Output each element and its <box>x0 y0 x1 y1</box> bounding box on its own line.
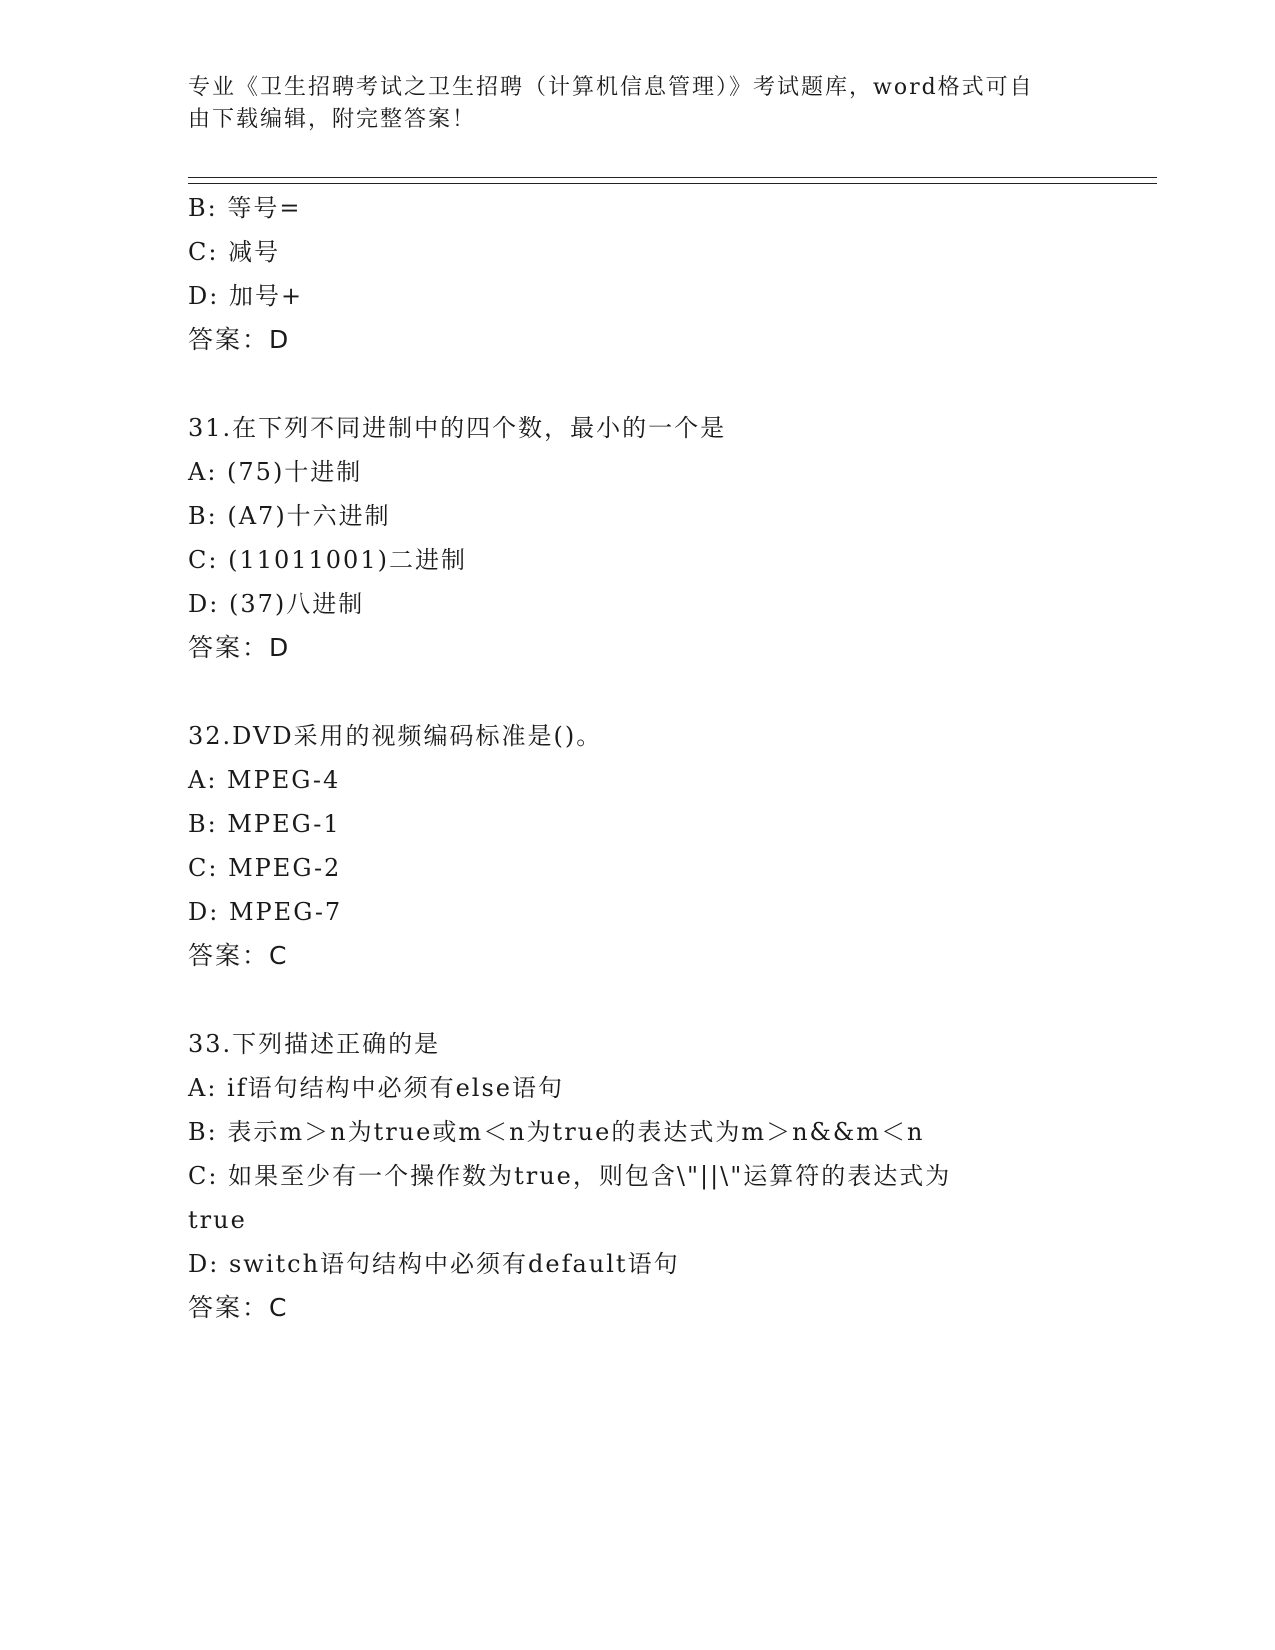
q33-option-b: B: 表示m＞n为true或m＜n为true的表达式为m＞n&&m＜n <box>188 1118 925 1146</box>
header-rule-top <box>188 177 1157 178</box>
q32-option-a: A: MPEG-4 <box>188 766 341 794</box>
q32-option-c: C: MPEG-2 <box>188 854 342 882</box>
q33-answer: 答案：C <box>188 1293 289 1322</box>
q33-option-d: D: switch语句结构中必须有default语句 <box>188 1250 680 1278</box>
q31-option-a: A: (75)十进制 <box>188 458 363 486</box>
header-rule-bottom <box>188 183 1157 184</box>
q30-answer: 答案：D <box>188 325 291 354</box>
q30-option-c: C: 减号 <box>188 238 281 266</box>
q31-option-c: C: (11011001)二进制 <box>188 546 467 574</box>
q30-option-d: D: 加号+ <box>188 282 304 310</box>
q33-option-a: A: if语句结构中必须有else语句 <box>188 1074 565 1102</box>
q31-option-b: B: (A7)十六进制 <box>188 502 391 530</box>
header-line-1: 专业《卫生招聘考试之卫生招聘（计算机信息管理）》考试题库，word格式可自 <box>188 75 1034 100</box>
q32-option-d: D: MPEG-7 <box>188 898 343 926</box>
q33-question: 33.下列描述正确的是 <box>188 1030 441 1058</box>
q31-question: 31.在下列不同进制中的四个数，最小的一个是 <box>188 414 727 442</box>
q31-option-d: D: (37)八进制 <box>188 590 365 618</box>
q33-option-c-line-1: C: 如果至少有一个操作数为true，则包含\"||\"运算符的表达式为 <box>188 1162 952 1190</box>
q32-answer: 答案：C <box>188 941 289 970</box>
q32-option-b: B: MPEG-1 <box>188 810 341 838</box>
q33-option-c-line-2: true <box>188 1206 247 1234</box>
header-line-2: 由下载编辑，附完整答案！ <box>188 107 477 132</box>
document-header <box>188 72 1068 136</box>
q30-option-b: B: 等号= <box>188 194 302 222</box>
q31-answer: 答案：D <box>188 633 291 662</box>
q32-question: 32.DVD采用的视频编码标准是()。 <box>188 722 603 750</box>
